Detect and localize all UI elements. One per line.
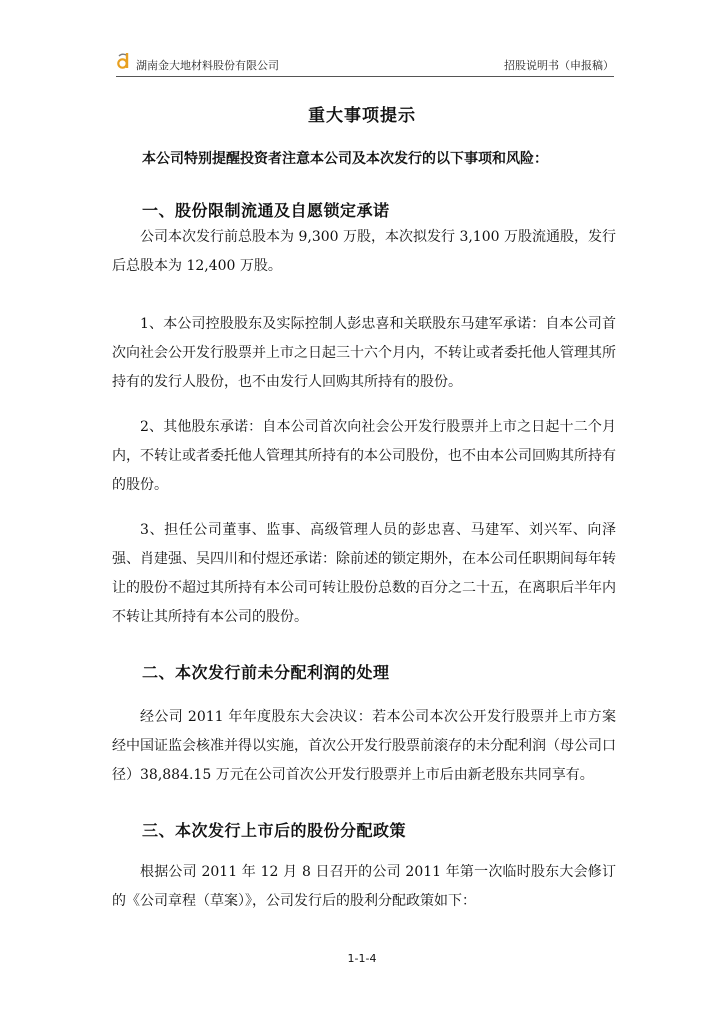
header-divider [116, 76, 614, 77]
page-number: 1-1-4 [347, 952, 377, 965]
page-title: 重大事项提示 [308, 106, 416, 126]
document-type: 招股说明书（申报稿） [504, 59, 614, 72]
investor-notice: 本公司特别提醒投资者注意本公司及本次发行的以下事项和风险： [142, 151, 548, 167]
paragraph: 经公司 2011 年年度股东大会决议：若本公司本次公开发行股票并上市方案经中国证监会核准并得以实施，首次公开发行股票前滚存的未分配利润（母公司口径）38,884.15 万元在公司首次公开发行股票并上市后由新老股东共同享有。 [112, 709, 616, 783]
page-header [116, 50, 614, 76]
paragraph: 根据公司 2011 年 12 月 8 日召开的公司 2011 年第一次临时股东大会修订的《公司章程（草案）》，公司发行后的股利分配政策如下： [112, 864, 616, 909]
paragraph: 2、其他股东承诺：自本公司首次向社会公开发行股票并上市之日起十二个月内，不转让或者委托他人管理其所持有的本公司股份，也不由本公司回购其所持有的股份。 [112, 419, 616, 493]
company-logo-icon [116, 52, 132, 70]
paragraph: 1、本公司控股股东及实际控制人彭忠喜和关联股东马建军承诺：自本公司首次向社会公开发行股票并上市之日起三十六个月内，不转让或者委托他人管理其所持有的发行人股份，也不由发行人回购其所持有的股份。 [112, 316, 616, 390]
section-heading-2: 二、本次发行前未分配利润的处理 [142, 663, 390, 682]
paragraph: 公司本次发行前总股本为 9,300 万股，本次拟发行 3,100 万股流通股，发行后总股本为 12,400 万股。 [112, 229, 616, 274]
section-heading-3: 三、本次发行上市后的股份分配政策 [142, 821, 407, 840]
section-heading-1: 一、股份限制流通及自愿锁定承诺 [142, 201, 390, 220]
company-name: 湖南金大地材料股份有限公司 [136, 59, 279, 72]
paragraph: 3、担任公司董事、监事、高级管理人员的彭忠喜、马建军、刘兴军、向泽强、肖建强、吴四川和付煜还承诺：除前述的锁定期外，在本公司任职期间每年转让的股份不超过其所持有本公司可转让股份总数的百分之二十五，在离职后半年内不转让其所持有本公司的股份。 [112, 522, 616, 625]
